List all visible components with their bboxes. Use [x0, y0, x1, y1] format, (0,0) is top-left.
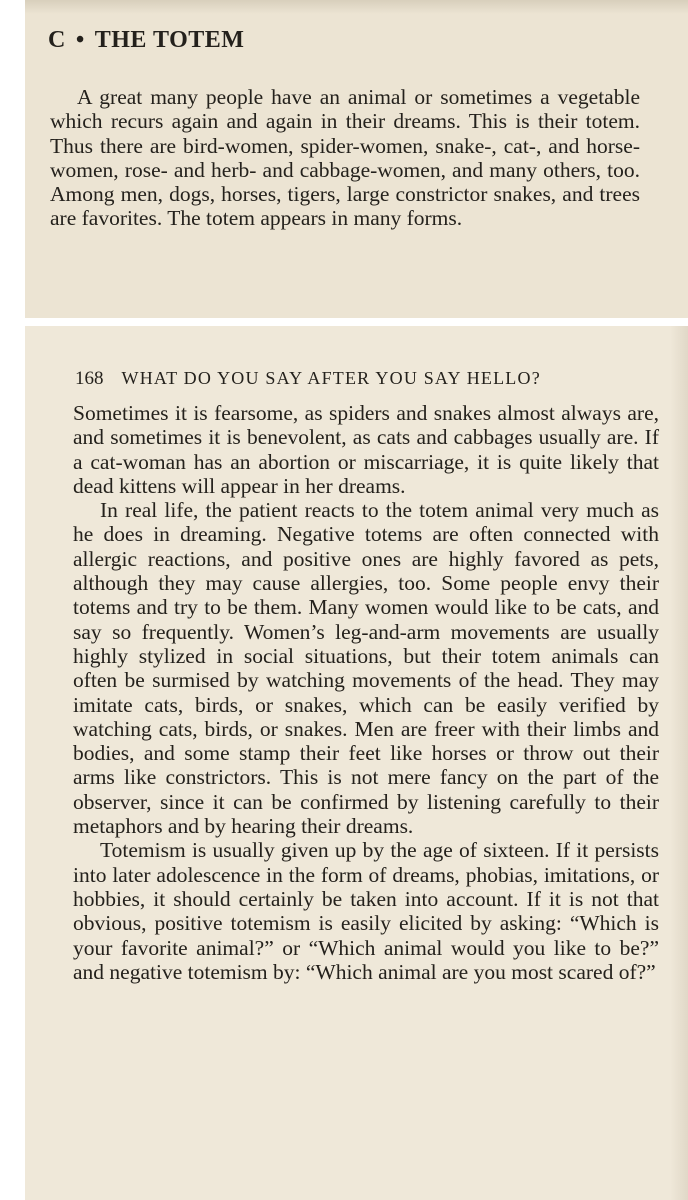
page-divider	[25, 318, 688, 326]
paragraph-2: In real life, the patient reacts to the totem animal very much as he does in dreaming. Negative totems are often connected with allergic reactions, and positive ones are highly favored as pets, although they may cause allergies, too. Some people envy their totems and try to be them. Many women would like to be cats, and say so frequently. Women’s leg-and-arm movements are usually highly stylized in social situations, but their totem animals can often be surmised by watching movements of the head. They may imitate cats, birds, or snakes, which can be easily verified by watching cats, birds, or snakes. Men are freer with their limbs and bodies, and some stamp their feet like horses or throw out their arms like constrictors. This is not mere fancy on the part of the observer, since it can be confirmed by listening carefully to their metaphors and by hearing their dreams.	[73, 498, 659, 839]
section-letter: C	[48, 27, 66, 53]
section-separator: •	[75, 27, 85, 53]
section-title: THE TOTEM	[94, 27, 245, 53]
paragraph-1: Sometimes it is fearsome, as spiders and snakes almost always are, and sometimes it is benevolent, as cats and cabbages usually are. If a cat-woman has an abortion or miscarriage, it is quite likely that dead kittens will appear in her dreams.	[73, 401, 659, 498]
top-paragraph: A great many people have an animal or sometimes a vegetable which recurs again and again in their dreams. This is their totem. Thus there are bird-women, spider-women, snake-, cat-, and horse-women, rose- and herb- and cabbage-women, and many others, too. Among men, dogs, horses, tigers, large constrictor snakes, and trees are favorites. The totem appears in many forms.	[50, 85, 640, 231]
running-head	[75, 368, 541, 390]
top-page-text	[50, 85, 640, 231]
paragraph-3: Totemism is usually given up by the age of sixteen. If it persists into later adolescence in the form of dreams, phobias, imitations, or hobbies, it should certainly be taken into account. If it is not that obvious, positive totemism is easily elicited by asking: “Which is your favorite animal?” or “Which animal would you like to be?” and negative totemism by: “Which animal are you most scared of?”	[73, 838, 659, 984]
section-heading	[48, 27, 244, 54]
bottom-page-text	[73, 401, 659, 984]
running-title: WHAT DO YOU SAY AFTER YOU SAY HELLO?	[121, 368, 541, 388]
page-number: 168	[75, 368, 104, 389]
